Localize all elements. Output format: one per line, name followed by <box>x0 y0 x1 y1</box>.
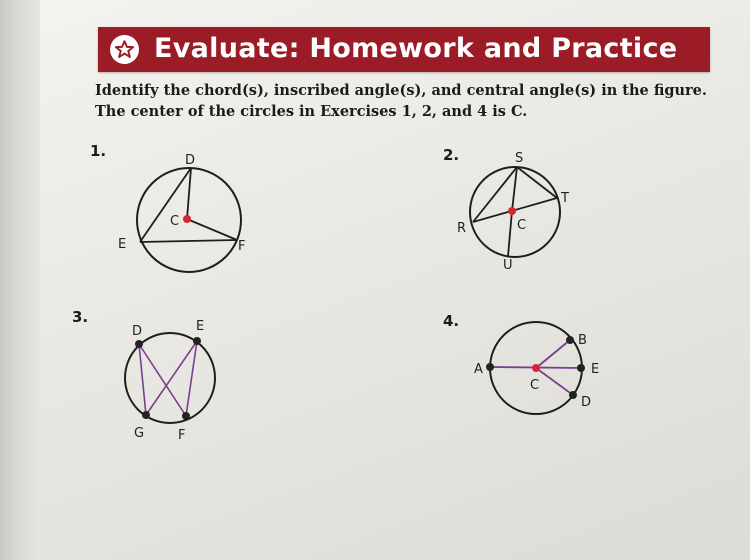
point-E-4 <box>577 364 585 372</box>
point-B-4 <box>566 336 574 344</box>
center-point-2 <box>508 207 516 215</box>
point-G-3 <box>142 411 150 419</box>
instructions-line-2: The center of the circles in Exercises 1, 2, and 4 is C. <box>95 103 528 120</box>
label-S-2: S <box>515 151 524 166</box>
radius-CB <box>536 340 570 368</box>
label-G-3: G <box>134 426 145 441</box>
exercise-4-number: 4. <box>443 312 460 330</box>
label-E-1: E <box>118 237 127 252</box>
point-F-3 <box>182 412 190 420</box>
point-A-4 <box>486 363 494 371</box>
center-point-4 <box>532 364 540 372</box>
radius-CD <box>536 368 573 395</box>
chord-DF <box>139 344 186 416</box>
label-E-3: E <box>196 319 205 334</box>
exercise-2-figure <box>457 151 569 273</box>
exercise-4-figure <box>474 322 599 414</box>
point-D-4 <box>569 391 577 399</box>
segment-CU <box>508 211 512 256</box>
label-F-1: F <box>238 239 246 254</box>
label-U-2: U <box>503 258 513 273</box>
banner-title: Evaluate: Homework and Practice <box>154 33 678 64</box>
point-E-3 <box>193 337 201 345</box>
label-B-4: B <box>578 333 587 348</box>
exercise-2-number: 2. <box>443 146 460 164</box>
chord-EG <box>146 341 197 415</box>
label-F-3: F <box>178 428 186 443</box>
label-C-2: C <box>517 218 527 233</box>
instructions-line-1: Identify the chord(s), inscribed angle(s), and central angle(s) in the figure. <box>95 82 707 99</box>
segment-DC <box>187 168 191 219</box>
exercise-3-figure <box>125 319 215 443</box>
label-A-4: A <box>474 362 483 377</box>
segment-CF <box>187 219 237 240</box>
exercise-1-number: 1. <box>90 142 107 160</box>
point-D-3 <box>135 340 143 348</box>
label-R-2: R <box>457 221 467 236</box>
exercise-1-figure <box>118 153 245 272</box>
chord-DG <box>139 344 146 415</box>
chord-EF <box>186 341 197 416</box>
label-E-4: E <box>591 362 600 377</box>
label-D-3: D <box>132 324 143 339</box>
label-C-4: C <box>530 378 540 393</box>
label-D-4: D <box>581 395 592 410</box>
label-T-2: T <box>561 191 569 206</box>
label-D-1: D <box>185 153 196 168</box>
exercise-3-number: 3. <box>72 308 89 326</box>
label-C-1: C <box>170 214 180 229</box>
chord-EF <box>140 240 237 242</box>
center-point-1 <box>183 215 191 223</box>
chord-DE <box>140 168 191 242</box>
